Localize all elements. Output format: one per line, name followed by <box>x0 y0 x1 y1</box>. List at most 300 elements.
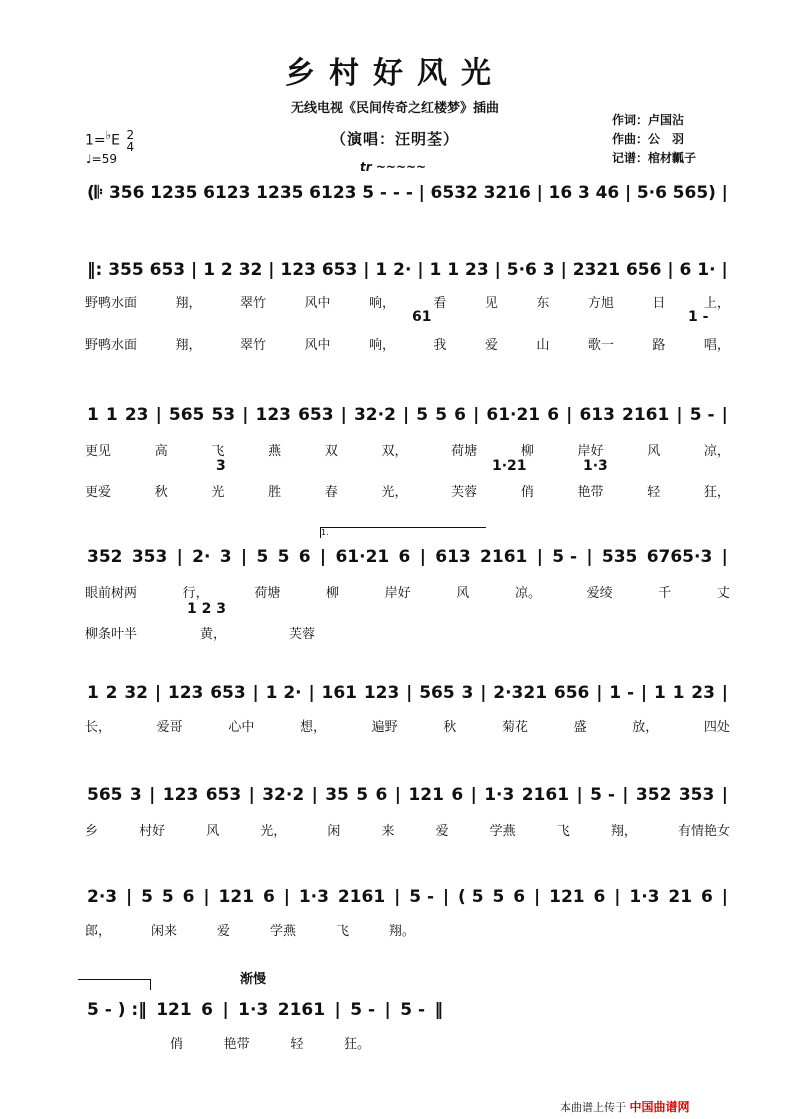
barline: | <box>308 683 315 703</box>
lyric-word: 芙蓉 <box>451 485 478 500</box>
trill-ornament: tr ~~~~~ <box>360 160 427 174</box>
note-group: 1 <box>429 260 442 280</box>
note-group: 61·21 <box>335 547 390 567</box>
lyric-word: 放， <box>632 720 659 735</box>
lyric-word: 丈 <box>716 586 730 601</box>
note-group: 23 <box>691 683 715 703</box>
lyric-word: 凉， <box>703 444 730 459</box>
note-group: 5 - <box>400 1000 426 1020</box>
lyric-word: 光， <box>260 824 287 839</box>
lyric-word: 翔。 <box>388 924 415 939</box>
lyric-word: 飞 <box>335 924 349 939</box>
lyric-word: 秋 <box>443 720 457 735</box>
barline: | <box>442 887 450 907</box>
note-group: 653 <box>210 683 246 703</box>
barline: | <box>248 785 255 805</box>
lyric-word: 千 <box>658 586 672 601</box>
lyric-line-3a <box>85 582 730 601</box>
alt-notes-2a: 3 <box>216 458 226 474</box>
note-group: 1 2· <box>375 260 412 280</box>
barline: | <box>240 547 248 567</box>
lyric-word: 风 <box>456 586 470 601</box>
lyric-word: 柳条叶半 <box>85 627 138 642</box>
note-group: 1 <box>87 683 99 703</box>
note-group: 5 <box>161 887 174 907</box>
lyric-word: 翔， <box>175 338 202 353</box>
lyric-word: 柳 <box>325 586 339 601</box>
volta-bracket-1 <box>320 527 486 538</box>
notation-line-6 <box>85 877 730 917</box>
barline: | <box>394 785 401 805</box>
lyric-word: 光 <box>211 485 225 500</box>
barline: | <box>176 547 183 567</box>
lyric-word: 翠竹 <box>239 338 266 353</box>
notes-5 <box>85 775 730 815</box>
lyric-word: 荷塘 <box>254 586 281 601</box>
note-group: 32 <box>124 683 149 703</box>
barline: | <box>252 683 259 703</box>
barline: | <box>154 683 162 703</box>
note-group: 353 <box>678 785 715 805</box>
notes-3 <box>85 537 730 577</box>
barline: | <box>721 260 728 280</box>
lyric-word: 飞 <box>211 444 225 459</box>
key-signature <box>85 128 134 153</box>
lyric-word: 翔， <box>175 296 202 311</box>
note-group: 1235 <box>256 183 304 203</box>
lyric-line-6 <box>85 920 415 939</box>
barline: | <box>403 405 410 425</box>
time-signature <box>126 129 134 153</box>
lyric-word: 闲来 <box>150 924 177 939</box>
page-title: 乡村好风光 <box>285 56 505 91</box>
lyric-word: 方旭 <box>587 296 614 311</box>
note-group: 21 <box>668 887 693 907</box>
note-group: 5 <box>492 887 505 907</box>
note-group: (𝄆 356 <box>87 183 145 203</box>
barline: | <box>473 405 480 425</box>
note-group: 2161 <box>337 887 386 907</box>
note-group: 3216 <box>483 183 531 203</box>
barline: | <box>494 260 501 280</box>
note-group: 5·6 <box>636 183 667 203</box>
barline: | <box>340 405 347 425</box>
lyric-word: 艳带 <box>577 485 604 500</box>
note-group: 2321 <box>572 260 621 280</box>
note-group: 3 <box>542 260 555 280</box>
note-group: 3 <box>129 785 142 805</box>
note-group: 2·3 <box>87 887 118 907</box>
lyric-word: 行， <box>182 586 209 601</box>
lyric-word: 唱， <box>703 338 730 353</box>
lyric-word: 长， <box>85 720 112 735</box>
barline: | <box>480 683 487 703</box>
barline: | <box>667 260 674 280</box>
barline: | <box>222 1000 229 1020</box>
note-group: 613 <box>435 547 471 567</box>
note-group: 61·21 <box>486 405 541 425</box>
lyric-word: 路 <box>652 338 666 353</box>
lyric-word: 见 <box>484 296 498 311</box>
lyric-word: 燕 <box>268 444 282 459</box>
barline: | <box>363 260 370 280</box>
credit-lyrics: 作词：卢国沾 <box>612 113 685 127</box>
note-group: 1 2 <box>203 260 233 280</box>
lyric-word: 风中 <box>304 338 331 353</box>
key-note: E <box>111 132 120 149</box>
notation-line-7 <box>85 990 445 1030</box>
lyric-word: 爱 <box>435 824 449 839</box>
note-group: 6 <box>201 1000 213 1020</box>
lyric-word: 双， <box>381 444 408 459</box>
lyric-word: 爱哥 <box>156 720 183 735</box>
note-group: 123 <box>280 260 316 280</box>
note-group: 1 - <box>609 683 635 703</box>
note-group: 35 <box>325 785 349 805</box>
lyric-word: 歌一 <box>587 338 614 353</box>
note-group: 565 <box>419 683 455 703</box>
barline: | <box>406 683 413 703</box>
lyric-word: 来 <box>381 824 395 839</box>
lyric-word: 秋 <box>154 485 168 500</box>
lyric-line-2b <box>85 481 730 500</box>
note-group: 1235 <box>150 183 198 203</box>
notes-6 <box>85 877 730 917</box>
barline: | <box>470 785 477 805</box>
note-group: 6 <box>454 405 466 425</box>
lyric-word: 四处 <box>703 720 730 735</box>
note-group: 1 23 <box>447 260 489 280</box>
note-group: 653 <box>149 260 186 280</box>
barline: | <box>418 183 425 203</box>
volta-bracket-2 <box>78 979 151 990</box>
lyric-line-5 <box>85 820 730 839</box>
notes-1 <box>85 250 730 290</box>
note-group: 6 <box>593 887 606 907</box>
lyric-word: 狂， <box>703 485 730 500</box>
lyric-word: 风 <box>206 824 220 839</box>
note-group: 32 <box>238 260 263 280</box>
lyric-word: 高 <box>154 444 168 459</box>
barline: | <box>622 785 629 805</box>
barline: | <box>417 260 424 280</box>
barline: | <box>536 547 543 567</box>
note-group: 653 <box>298 405 334 425</box>
note-group: 5 - <box>350 1000 376 1020</box>
note-group: 1 <box>87 405 99 425</box>
note-group: 23 <box>124 405 149 425</box>
barline: | <box>384 1000 391 1020</box>
note-group: 6123 <box>203 183 251 203</box>
note-group: 1·3 <box>238 1000 269 1020</box>
lyric-word: 有情艳女 <box>677 824 730 839</box>
credit-music: 作曲：公 羽 <box>612 132 685 146</box>
note-group: 565 <box>168 405 205 425</box>
lyric-word: 艳带 <box>223 1037 250 1052</box>
barline: | <box>319 547 327 567</box>
notation-line-3 <box>85 537 730 577</box>
note-group: 32·2 <box>353 405 396 425</box>
notes-2 <box>85 395 730 435</box>
lyric-word: 闲 <box>327 824 341 839</box>
barline: | <box>533 887 541 907</box>
lyric-line-1b <box>85 334 730 353</box>
lyric-word: 爱 <box>216 924 230 939</box>
lyric-word: 俏 <box>170 1037 184 1052</box>
note-group: 352 <box>87 547 123 567</box>
lyric-word: 东 <box>536 296 550 311</box>
note-group: 2·321 <box>493 683 548 703</box>
note-group: 5 - <box>552 547 578 567</box>
lyric-word: 翔， <box>610 824 637 839</box>
note-group: 352 <box>635 785 672 805</box>
footer-brand: 中国曲谱网 <box>629 1100 690 1114</box>
note-group: 3 <box>219 547 232 567</box>
lyric-word: 心中 <box>228 720 255 735</box>
time-bottom: 4 <box>126 139 135 154</box>
note-group: 6 <box>451 785 464 805</box>
barline: | <box>576 785 583 805</box>
lyric-word: 俏 <box>520 485 534 500</box>
barline: | <box>566 405 573 425</box>
note-group: 5 <box>256 547 269 567</box>
lyric-word: 黄， <box>199 627 226 642</box>
subtitle: 无线电视《民间传奇之红楼梦》插曲 <box>290 101 499 116</box>
note-group: 5 <box>416 405 429 425</box>
volta-label: 1. <box>321 528 329 537</box>
lyric-word: 学燕 <box>269 924 296 939</box>
singer: （演唱：汪明荃） <box>330 130 459 148</box>
barline: | <box>721 405 728 425</box>
lyric-line-4 <box>85 716 730 735</box>
notation-line-1 <box>85 250 730 290</box>
lyric-word: 更见 <box>85 444 112 459</box>
note-group: 2 <box>105 683 118 703</box>
note-group: 1·3 <box>629 887 660 907</box>
note-group: 565) <box>672 183 716 203</box>
note-group: 6 <box>182 887 195 907</box>
flat-sign: ♭ <box>105 128 112 142</box>
footer-credit <box>560 1098 690 1115</box>
footer-text: 本曲谱上传于 <box>560 1101 626 1114</box>
lyric-word: 岸好 <box>384 586 411 601</box>
lyric-word: 村好 <box>139 824 166 839</box>
note-group: 32·2 <box>262 785 305 805</box>
note-group: 656 <box>553 683 590 703</box>
note-group: 5 - - - <box>362 183 413 203</box>
barline: | <box>203 887 210 907</box>
barline: | <box>721 785 728 805</box>
barline: | <box>721 183 728 203</box>
barline: | <box>586 547 593 567</box>
notation-line-2 <box>85 395 730 435</box>
notes-7 <box>85 990 445 1030</box>
note-group: 2161 <box>480 547 528 567</box>
note-group: 5 <box>435 405 448 425</box>
lyric-word: 遍野 <box>371 720 398 735</box>
note-group: 353 <box>131 547 168 567</box>
lyric-word: 风 <box>647 444 661 459</box>
barline: | <box>721 683 728 703</box>
note-group: 46 <box>595 183 620 203</box>
lyric-word: 春 <box>324 485 338 500</box>
lyric-word: 轻 <box>647 485 661 500</box>
note-group: 121 <box>408 785 444 805</box>
note-group: 1 2· <box>265 683 302 703</box>
lyric-word: 盛 <box>573 720 587 735</box>
notation-line-5 <box>85 775 730 815</box>
note-group: 6532 <box>430 183 478 203</box>
note-group: 121 <box>156 1000 192 1020</box>
lyric-word: 菊花 <box>501 720 528 735</box>
lyric-word: 乡 <box>85 824 99 839</box>
note-group: 123 <box>167 683 204 703</box>
lyric-word: 翠竹 <box>239 296 266 311</box>
note-group: 656 <box>625 260 662 280</box>
note-group: 1·3 <box>298 887 329 907</box>
alt-notes-1: 61 <box>412 309 432 325</box>
lyric-word: 爱 <box>484 338 498 353</box>
barline: | <box>624 183 632 203</box>
note-group: 6 <box>701 887 713 907</box>
note-group: 1·3 <box>484 785 515 805</box>
note-group: 1 <box>672 683 685 703</box>
barline: | <box>268 260 275 280</box>
barline: ‖ <box>434 1000 443 1020</box>
lyric-word: 我 <box>433 338 447 353</box>
lyric-word: 柳 <box>520 444 534 459</box>
lyric-word: 响， <box>368 296 395 311</box>
barline: | <box>311 785 318 805</box>
note-group: 6 <box>375 785 388 805</box>
lyric-word: 山 <box>536 338 550 353</box>
lyric-word: 风中 <box>304 296 331 311</box>
lyric-word: 胜 <box>268 485 282 500</box>
lyric-word: 眼前树两 <box>85 586 138 601</box>
note-group: 3 <box>461 683 474 703</box>
lyric-line-1a <box>85 292 730 311</box>
lyric-word: 日 <box>652 296 666 311</box>
note-group: 6765·3 <box>646 547 713 567</box>
note-group: 653 <box>205 785 242 805</box>
note-group: 123 <box>255 405 292 425</box>
notation-line-0 <box>85 173 730 213</box>
lyric-word: 学燕 <box>489 824 516 839</box>
barline: | <box>721 547 728 567</box>
note-group: 6 <box>398 547 411 567</box>
note-group: 5 - <box>409 887 435 907</box>
alt-notes-2b: 1·21 <box>492 458 527 474</box>
note-group: 1 <box>653 683 666 703</box>
notes-4 <box>85 673 730 713</box>
barline: | <box>149 785 156 805</box>
note-group: 565 <box>87 785 123 805</box>
barline: | <box>614 887 621 907</box>
barline: | <box>640 683 648 703</box>
lyric-word: 野鸭水面 <box>85 296 138 311</box>
note-group: 6123 <box>309 183 357 203</box>
note-group: 6 <box>513 887 526 907</box>
alt-notes-3: 1 2 3 <box>187 601 226 617</box>
note-group: 653 <box>321 260 358 280</box>
lyric-word: 响， <box>368 338 395 353</box>
note-group: 121 <box>218 887 255 907</box>
barline: | <box>191 260 198 280</box>
lyric-word: 光， <box>381 485 408 500</box>
note-group: 2· <box>192 547 211 567</box>
lyric-word: 野鸭水面 <box>85 338 138 353</box>
alt-notes-2c: 1·3 <box>583 458 608 474</box>
lyric-word: 荷塘 <box>451 444 478 459</box>
lyric-word: 想， <box>299 720 326 735</box>
note-group: 5 <box>141 887 153 907</box>
key-prefix: 1= <box>85 132 106 149</box>
note-group: 6 <box>547 405 560 425</box>
lyric-word: 郎， <box>85 924 112 939</box>
lyric-word: 更爱 <box>85 485 112 500</box>
note-group: 6 1· <box>679 260 716 280</box>
lyric-word: 上， <box>703 296 730 311</box>
note-group: 613 <box>579 405 615 425</box>
barline: | <box>155 405 162 425</box>
time-top: 2 <box>126 127 135 142</box>
note-group: 5 - <box>689 405 715 425</box>
notes-0 <box>85 173 730 213</box>
note-group: 535 <box>601 547 638 567</box>
lyric-line-7 <box>170 1033 370 1052</box>
alt-notes-1b: 1 - <box>688 309 709 325</box>
note-group: ‖: 355 <box>87 260 144 280</box>
note-group: 5 <box>277 547 290 567</box>
barline: | <box>596 683 603 703</box>
note-group: 1 <box>105 405 118 425</box>
barline: | <box>394 887 401 907</box>
note-group: 5 - ) :‖ <box>87 1000 147 1020</box>
note-group: 123 <box>363 683 400 703</box>
note-group: 5·6 <box>506 260 537 280</box>
lyric-word: 狂。 <box>343 1037 370 1052</box>
barline: | <box>676 405 683 425</box>
lyric-word: 爱绫 <box>586 586 613 601</box>
barline: | <box>334 1000 341 1020</box>
tempo-ritardando: 渐慢 <box>240 972 267 987</box>
barline: | <box>242 405 249 425</box>
note-group: ( 5 <box>458 887 484 907</box>
lyric-line-3b <box>85 623 315 642</box>
lyric-word: 岸好 <box>577 444 604 459</box>
note-group: 2161 <box>622 405 670 425</box>
lyric-word: 轻 <box>290 1037 304 1052</box>
tempo-mark: ♩=59 <box>86 152 117 166</box>
note-group: 121 <box>549 887 585 907</box>
lyric-word: 飞 <box>556 824 570 839</box>
note-group: 5 <box>356 785 369 805</box>
lyric-word: 双 <box>324 444 338 459</box>
barline: | <box>126 887 133 907</box>
note-group: 16 3 <box>548 183 590 203</box>
note-group: 5 - <box>590 785 615 805</box>
barline: | <box>721 887 728 907</box>
lyric-word: 芙蓉 <box>288 627 315 642</box>
note-group: 2161 <box>521 785 570 805</box>
note-group: 53 <box>211 405 236 425</box>
barline: | <box>560 260 567 280</box>
note-group: 6 <box>262 887 275 907</box>
note-group: 161 <box>321 683 358 703</box>
lyric-word: 看 <box>433 296 447 311</box>
note-group: 6 <box>298 547 311 567</box>
note-group: 2161 <box>277 1000 326 1020</box>
